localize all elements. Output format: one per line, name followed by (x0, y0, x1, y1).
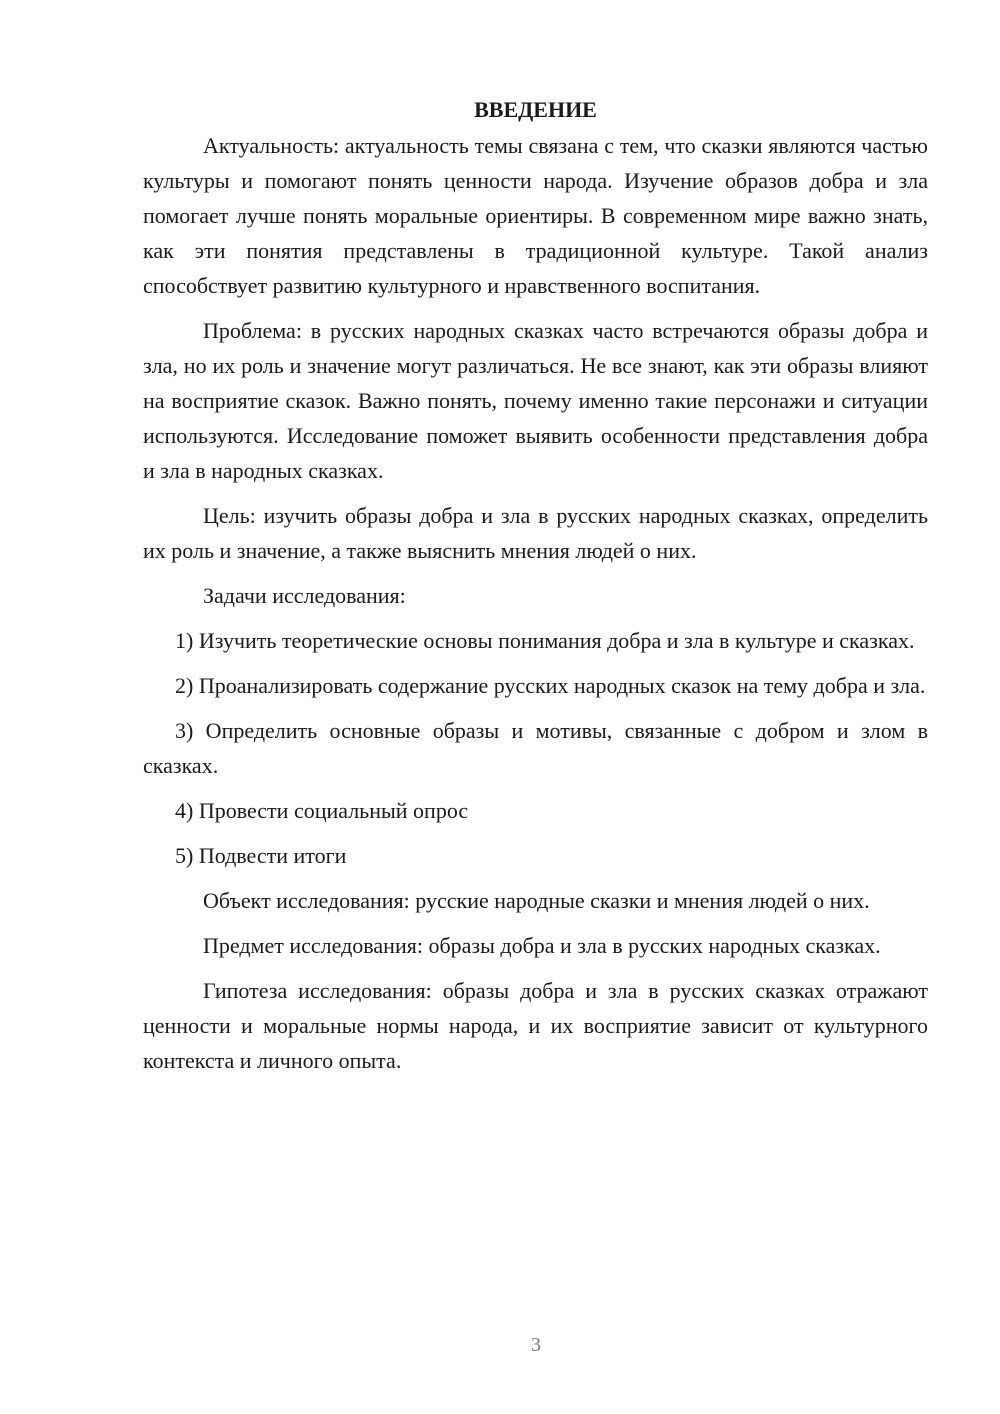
hypothesis-paragraph: Гипотеза исследования: образы добра и зла в русских сказках отражают ценности и моральные нормы народа, и их восприятие зависит от культурного контекста и личного опыта. (143, 978, 928, 1073)
task-item: 1) Изучить теоретические основы понимания добра и зла в культуре и сказках. (175, 628, 915, 653)
task-item: 3) Определить основные образы и мотивы, связанные с добром и злом в сказках. (143, 718, 928, 778)
subject-paragraph: Предмет исследования: образы добра и зла в русских народных сказках. (203, 933, 881, 958)
page-title: ВВЕДЕНИЕ (474, 97, 597, 122)
object-paragraph: Объект исследования: русские народные сказки и мнения людей о них. (203, 888, 870, 913)
problem-paragraph: Проблема: в русских народных сказках часто встречаются образы добра и зла, но их роль и значение могут различаться. Не все знают, как эти образы влияют на восприятие сказок. Важно понять, почему именно такие персонажи и ситуации используются. Исследование поможет выявить особенности представления добра и зла в народных сказках. (143, 318, 928, 483)
task-item: 2) Проанализировать содержание русских народных сказок на тему добра и зла. (175, 673, 926, 698)
task-item: 5) Подвести итоги (175, 843, 347, 868)
page-number: 3 (531, 1334, 541, 1356)
task-item: 4) Провести социальный опрос (175, 798, 469, 823)
goal-paragraph: Цель: изучить образы добра и зла в русских народных сказках, определить их роль и значение, а также выяснить мнения людей о них. (143, 503, 928, 563)
document-page (143, 92, 928, 1088)
tasks-label: Задачи исследования: (203, 583, 406, 608)
relevance-paragraph: Актуальность: актуальность темы связана с тем, что сказки являются частью культуры и помогают понять ценности народа. Изучение образов добра и зла помогает лучше понять моральные ориентиры. В современном мире важно знать, как эти понятия представлены в традиционной культуре. Такой анализ способствует развитию культурного и нравственного воспитания. (143, 133, 928, 298)
